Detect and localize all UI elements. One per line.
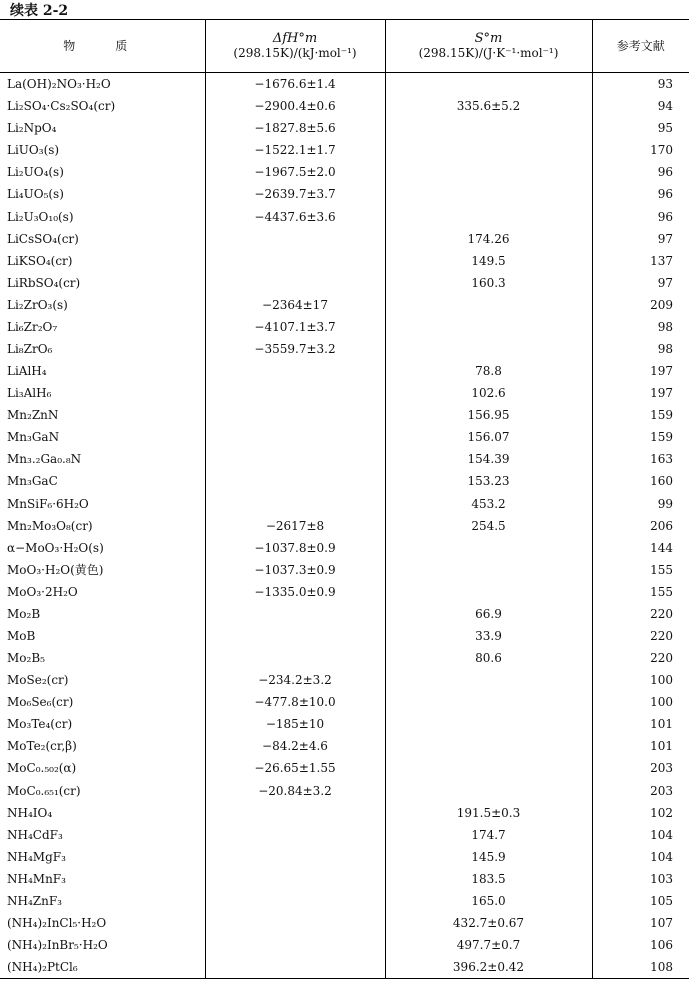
header-reference: 参考文献 — [592, 20, 689, 73]
reference-cell: 137 — [592, 250, 689, 272]
table-row — [0, 294, 689, 316]
enthalpy-cell — [205, 272, 385, 294]
entropy-cell — [385, 757, 592, 779]
reference-cell: 160 — [592, 470, 689, 492]
enthalpy-cell — [205, 912, 385, 934]
enthalpy-cell: −2639.7±3.7 — [205, 183, 385, 205]
substance-cell: MoC₀.₆₅₁(cr) — [7, 783, 81, 798]
reference-cell: 197 — [592, 382, 689, 404]
table-row — [0, 537, 689, 559]
entropy-cell: 156.07 — [385, 426, 592, 448]
header-substance: 物 质 — [0, 20, 205, 73]
table-row — [0, 890, 689, 912]
reference-cell: 197 — [592, 360, 689, 382]
table-row — [0, 581, 689, 603]
table-row — [0, 228, 689, 250]
table-row — [0, 316, 689, 338]
entropy-cell — [385, 691, 592, 713]
entropy-cell: 165.0 — [385, 890, 592, 912]
substance-cell: (NH₄)₂InCl₅·H₂O — [7, 916, 107, 930]
table-body — [0, 73, 689, 979]
entropy-cell — [385, 537, 592, 559]
substance-cell: Li₂SO₄·Cs₂SO₄(cr) — [7, 99, 116, 114]
substance-cell: MoO₃·2H₂O — [7, 584, 78, 599]
reference-cell: 97 — [592, 272, 689, 294]
enthalpy-cell: −1335.0±0.9 — [205, 581, 385, 603]
reference-cell: 98 — [592, 338, 689, 360]
enthalpy-cell — [205, 470, 385, 492]
table-row — [0, 603, 689, 625]
entropy-cell: 33.9 — [385, 625, 592, 647]
substance-cell: Li₄UO₅(s) — [7, 187, 64, 202]
entropy-cell: 174.26 — [385, 228, 592, 250]
reference-cell: 104 — [592, 846, 689, 868]
substance-cell: NH₄CdF₃ — [7, 827, 63, 842]
reference-cell: 159 — [592, 426, 689, 448]
table-row — [0, 338, 689, 360]
entropy-cell — [385, 780, 592, 802]
substance-cell: MoB — [7, 628, 36, 643]
substance-cell: Li₈ZrO₆ — [7, 341, 53, 356]
entropy-cell: 453.2 — [385, 492, 592, 514]
entropy-cell — [385, 316, 592, 338]
substance-cell: (NH₄)₂InBr₅·H₂O — [7, 938, 108, 953]
entropy-cell: 396.2±0.42 — [385, 956, 592, 979]
reference-cell: 93 — [592, 73, 689, 96]
entropy-cell: 183.5 — [385, 868, 592, 890]
substance-cell: Li₃AlH₆ — [7, 386, 52, 401]
reference-cell: 97 — [592, 228, 689, 250]
entropy-cell — [385, 735, 592, 757]
reference-cell: 203 — [592, 780, 689, 802]
enthalpy-cell — [205, 228, 385, 250]
enthalpy-cell — [205, 448, 385, 470]
table-row — [0, 382, 689, 404]
reference-cell: 155 — [592, 581, 689, 603]
substance-cell: Mn₃GaC — [7, 474, 58, 489]
enthalpy-cell: −84.2±4.6 — [205, 735, 385, 757]
substance-cell: MnSiF₆·6H₂O — [7, 496, 89, 511]
table-row — [0, 735, 689, 757]
reference-cell: 96 — [592, 161, 689, 183]
substance-cell: LiCsSO₄(cr) — [7, 231, 79, 246]
reference-cell: 144 — [592, 537, 689, 559]
substance-cell: Mo₆Se₆(cr) — [7, 695, 74, 710]
substance-cell: α−MoO₃·H₂O(s) — [7, 540, 104, 555]
enthalpy-cell: −4107.1±3.7 — [205, 316, 385, 338]
table-row — [0, 691, 689, 713]
enthalpy-symbol: ΔfH°m — [272, 31, 318, 46]
substance-cell: Li₂NpO₄ — [7, 121, 57, 136]
entropy-cell: 254.5 — [385, 515, 592, 537]
substance-cell: LiRbSO₄(cr) — [7, 275, 81, 290]
substance-cell: Li₂ZrO₃(s) — [7, 297, 68, 312]
substance-cell: Li₂U₃O₁₀(s) — [7, 209, 74, 224]
enthalpy-cell: −4437.6±3.6 — [205, 205, 385, 227]
reference-cell: 170 — [592, 139, 689, 161]
table-row — [0, 625, 689, 647]
reference-cell: 107 — [592, 912, 689, 934]
entropy-cell — [385, 205, 592, 227]
substance-cell: LiAlH₄ — [7, 364, 47, 379]
substance-cell: MoO₃·H₂O(黄色) — [7, 562, 104, 577]
table-row — [0, 713, 689, 735]
entropy-cell: 149.5 — [385, 250, 592, 272]
table-row — [0, 205, 689, 227]
table-row — [0, 360, 689, 382]
enthalpy-cell: −1967.5±2.0 — [205, 161, 385, 183]
reference-cell: 99 — [592, 492, 689, 514]
header-row — [0, 20, 689, 73]
data-table — [0, 19, 689, 979]
entropy-cell: 156.95 — [385, 404, 592, 426]
table-row — [0, 868, 689, 890]
reference-cell: 95 — [592, 117, 689, 139]
entropy-cell — [385, 559, 592, 581]
entropy-cell: 497.7±0.7 — [385, 934, 592, 956]
reference-cell: 155 — [592, 559, 689, 581]
table-row — [0, 757, 689, 779]
table-row — [0, 448, 689, 470]
table-row — [0, 846, 689, 868]
enthalpy-cell: −26.65±1.55 — [205, 757, 385, 779]
entropy-cell: 174.7 — [385, 824, 592, 846]
entropy-cell — [385, 713, 592, 735]
substance-cell: LiUO₃(s) — [7, 143, 60, 158]
substance-cell: Mn₃.₂Ga₀.₈N — [7, 452, 82, 467]
reference-cell: 102 — [592, 802, 689, 824]
reference-cell: 96 — [592, 205, 689, 227]
enthalpy-cell: −477.8±10.0 — [205, 691, 385, 713]
substance-cell: (NH₄)₂PtCl₆ — [0, 956, 205, 979]
enthalpy-cell — [205, 360, 385, 382]
substance-cell: Mn₃GaN — [7, 430, 60, 445]
substance-cell: Mo₃Te₄(cr) — [7, 717, 73, 732]
entropy-cell — [385, 581, 592, 603]
header-entropy — [385, 20, 592, 73]
substance-cell: NH₄MgF₃ — [7, 849, 66, 864]
entropy-cell — [385, 294, 592, 316]
table-caption: 续表 2-2 — [10, 3, 69, 19]
table-row — [0, 912, 689, 934]
table-row — [0, 559, 689, 581]
enthalpy-cell — [205, 956, 385, 979]
enthalpy-cell — [205, 846, 385, 868]
enthalpy-cell — [205, 802, 385, 824]
enthalpy-cell: −1827.8±5.6 — [205, 117, 385, 139]
enthalpy-cell — [205, 625, 385, 647]
substance-cell: Li₆Zr₂O₇ — [7, 319, 58, 334]
substance-cell: NH₄IO₄ — [7, 805, 53, 820]
reference-cell: 220 — [592, 603, 689, 625]
reference-cell: 103 — [592, 868, 689, 890]
enthalpy-cell — [205, 934, 385, 956]
entropy-cell: 335.6±5.2 — [385, 95, 592, 117]
enthalpy-cell — [205, 382, 385, 404]
table-row — [0, 780, 689, 802]
entropy-cell: 66.9 — [385, 603, 592, 625]
entropy-cell — [385, 139, 592, 161]
table-row — [0, 669, 689, 691]
enthalpy-cell: −1676.6±1.4 — [205, 73, 385, 96]
table-row — [0, 492, 689, 514]
substance-cell: MoC₀.₅₀₂(α) — [7, 761, 77, 776]
substance-cell: Mo₂B — [7, 606, 41, 621]
table-row — [0, 117, 689, 139]
entropy-cell: 78.8 — [385, 360, 592, 382]
entropy-cell: 191.5±0.3 — [385, 802, 592, 824]
reference-cell: 209 — [592, 294, 689, 316]
entropy-cell: 102.6 — [385, 382, 592, 404]
entropy-cell: 153.23 — [385, 470, 592, 492]
entropy-cell — [385, 183, 592, 205]
table-row — [0, 470, 689, 492]
table-row — [0, 183, 689, 205]
reference-cell: 101 — [592, 713, 689, 735]
table-row — [0, 161, 689, 183]
enthalpy-cell: −1037.3±0.9 — [205, 559, 385, 581]
reference-cell: 203 — [592, 757, 689, 779]
table-row — [0, 139, 689, 161]
entropy-cell: 154.39 — [385, 448, 592, 470]
enthalpy-cell: −20.84±3.2 — [205, 780, 385, 802]
entropy-symbol: S°m — [474, 31, 503, 46]
reference-cell: 94 — [592, 95, 689, 117]
reference-cell: 104 — [592, 824, 689, 846]
substance-cell: MoTe₂(cr,β) — [7, 739, 77, 754]
substance-cell: Mn₂Mo₃O₈(cr) — [7, 518, 93, 533]
reference-cell: 163 — [592, 448, 689, 470]
table-row — [0, 73, 689, 96]
reference-cell: 105 — [592, 890, 689, 912]
entropy-cell — [385, 117, 592, 139]
table-row — [0, 426, 689, 448]
entropy-unit: (298.15K)/(J·K⁻¹·mol⁻¹) — [418, 46, 559, 60]
enthalpy-cell — [205, 250, 385, 272]
substance-cell: NH₄MnF₃ — [7, 871, 66, 886]
substance-cell: Mo₂B₅ — [7, 651, 45, 666]
enthalpy-cell — [205, 868, 385, 890]
substance-cell: La(OH)₂NO₃·H₂O — [7, 77, 111, 92]
reference-cell: 98 — [592, 316, 689, 338]
entropy-cell: 432.7±0.67 — [385, 912, 592, 934]
enthalpy-cell — [205, 824, 385, 846]
table-row — [0, 272, 689, 294]
entropy-cell — [385, 669, 592, 691]
table-row — [0, 647, 689, 669]
enthalpy-unit: (298.15K)/(kJ·mol⁻¹) — [233, 46, 357, 60]
reference-cell: 220 — [592, 647, 689, 669]
reference-cell: 101 — [592, 735, 689, 757]
reference-cell: 100 — [592, 691, 689, 713]
reference-cell: 159 — [592, 404, 689, 426]
enthalpy-cell: −3559.7±3.2 — [205, 338, 385, 360]
enthalpy-cell — [205, 404, 385, 426]
table-row — [0, 934, 689, 956]
enthalpy-cell — [205, 603, 385, 625]
substance-cell: Mn₂ZnN — [7, 408, 59, 423]
enthalpy-cell — [205, 647, 385, 669]
entropy-cell — [385, 161, 592, 183]
reference-cell: 206 — [592, 515, 689, 537]
substance-cell: NH₄ZnF₃ — [7, 893, 62, 908]
table-row — [0, 956, 689, 979]
reference-cell: 106 — [592, 934, 689, 956]
enthalpy-cell — [205, 492, 385, 514]
entropy-cell: 160.3 — [385, 272, 592, 294]
reference-cell: 96 — [592, 183, 689, 205]
table-row — [0, 824, 689, 846]
entropy-cell: 80.6 — [385, 647, 592, 669]
reference-cell: 100 — [592, 669, 689, 691]
enthalpy-cell — [205, 426, 385, 448]
substance-cell: LiKSO₄(cr) — [7, 253, 73, 268]
enthalpy-cell: −1037.8±0.9 — [205, 537, 385, 559]
table-row — [0, 250, 689, 272]
table-row — [0, 95, 689, 117]
table-row — [0, 404, 689, 426]
entropy-cell: 145.9 — [385, 846, 592, 868]
substance-cell: MoSe₂(cr) — [7, 673, 69, 688]
entropy-cell — [385, 73, 592, 96]
enthalpy-cell: −234.2±3.2 — [205, 669, 385, 691]
enthalpy-cell: −2364±17 — [205, 294, 385, 316]
table-row — [0, 515, 689, 537]
header-enthalpy — [205, 20, 385, 73]
enthalpy-cell — [205, 890, 385, 912]
substance-cell: Li₂UO₄(s) — [7, 165, 64, 180]
reference-cell: 108 — [592, 956, 689, 979]
enthalpy-cell: −2900.4±0.6 — [205, 95, 385, 117]
entropy-cell — [385, 338, 592, 360]
enthalpy-cell: −185±10 — [205, 713, 385, 735]
enthalpy-cell: −2617±8 — [205, 515, 385, 537]
table-row — [0, 802, 689, 824]
reference-cell: 220 — [592, 625, 689, 647]
enthalpy-cell: −1522.1±1.7 — [205, 139, 385, 161]
